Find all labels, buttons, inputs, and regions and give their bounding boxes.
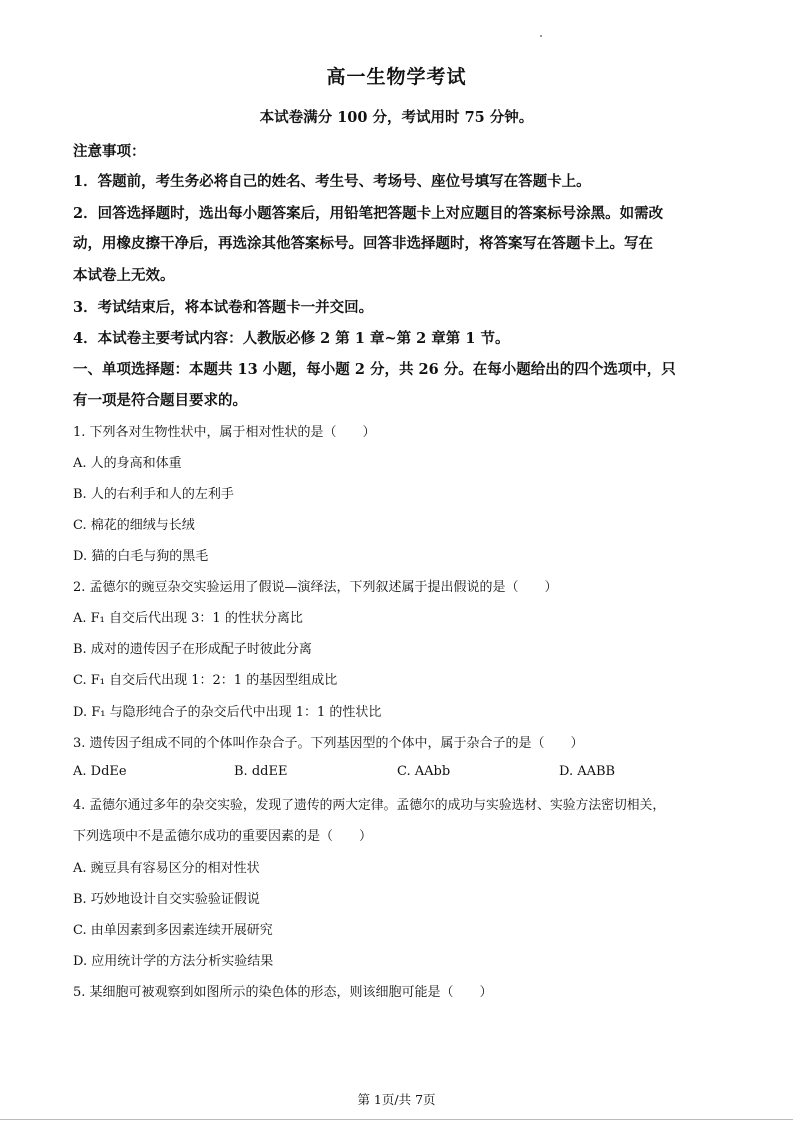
notice-item: 4．本试卷主要考试内容：人教版必修 2 第 1 章~第 2 章第 1 节。 (73, 330, 510, 347)
option-item: C. 由单因素到多因素连续开展研究 (73, 923, 273, 938)
question-stem: 2. 孟德尔的豌豆杂交实验运用了假说—演绎法，下列叙述属于提出假说的是（ ） (73, 580, 558, 595)
question-stem: 1. 下列各对生物性状中，属于相对性状的是（ ） (73, 425, 376, 440)
option-item: A. 豌豆具有容易区分的相对性状 (73, 861, 260, 876)
question-stem: 5. 某细胞可被观察到如图所示的染色体的形态，则该细胞可能是（ ） (73, 985, 493, 1000)
option-item: A. DdEe (73, 764, 127, 779)
page-number: 第 1页/共 7页 (357, 1092, 436, 1107)
section-heading: 一、单项选择题：本题共 13 小题，每小题 2 分，共 26 分。在每小题给出的四个选项中，只 (73, 361, 676, 378)
option-item: D. 猫的白毛与狗的黑毛 (73, 549, 209, 564)
option-item: C. AAbb (397, 764, 451, 779)
option-item: D. AABB (559, 764, 616, 779)
option-item: A. 人的身高和体重 (73, 456, 182, 471)
question-stem: 4. 孟德尔通过多年的杂交实验，发现了遗传的两大定律。孟德尔的成功与实验选材、实验方法密切相关， (73, 798, 666, 813)
option-item: C. 棉花的细绒与长绒 (73, 518, 195, 533)
option-item: B. 成对的遗传因子在形成配子时彼此分离 (73, 642, 312, 657)
option-item: B. 巧妙地设计自交实验验证假说 (73, 892, 260, 907)
option-item: B. ddEE (234, 764, 288, 779)
option-item: D. F₁ 与隐形纯合子的杂交后代中出现 1：1 的性状比 (73, 705, 382, 720)
exam-info: 本试卷满分 100 分，考试用时 75 分钟。 (259, 109, 534, 126)
page-title: 高一生物学考试 (326, 66, 467, 88)
section-heading: 有一项是符合题目要求的。 (73, 392, 247, 409)
notice-item: 本试卷上无效。 (73, 267, 175, 284)
page-bottom-rule (0, 1119, 793, 1120)
question-stem: 3. 遗传因子组成不同的个体叫作杂合子。下列基因型的个体中，属于杂合子的是（ ） (73, 736, 584, 751)
notice-item: 3．考试结束后，将本试卷和答题卡一并交回。 (73, 299, 374, 316)
notice-item: 动，用橡皮擦干净后，再选涂其他答案标号。回答非选择题时，将答案写在答题卡上。写在 (73, 235, 653, 252)
notice-item: 1．答题前，考生务必将自己的姓名、考生号、考场号、座位号填写在答题卡上。 (73, 173, 591, 190)
question-stem: 下列选项中不是孟德尔成功的重要因素的是（ ） (73, 829, 373, 844)
notice-heading: 注意事项： (73, 143, 146, 160)
option-item: A. F₁ 自交后代出现 3：1 的性状分离比 (73, 611, 303, 626)
option-item: C. F₁ 自交后代出现 1：2：1 的基因型组成比 (73, 673, 338, 688)
option-item: B. 人的右利手和人的左利手 (73, 487, 234, 502)
notice-item: 2．回答选择题时，选出每小题答案后，用铅笔把答题卡上对应题目的答案标号涂黑。如需改 (73, 205, 664, 222)
scan-speck (540, 35, 542, 37)
option-item: D. 应用统计学的方法分析实验结果 (73, 954, 274, 969)
